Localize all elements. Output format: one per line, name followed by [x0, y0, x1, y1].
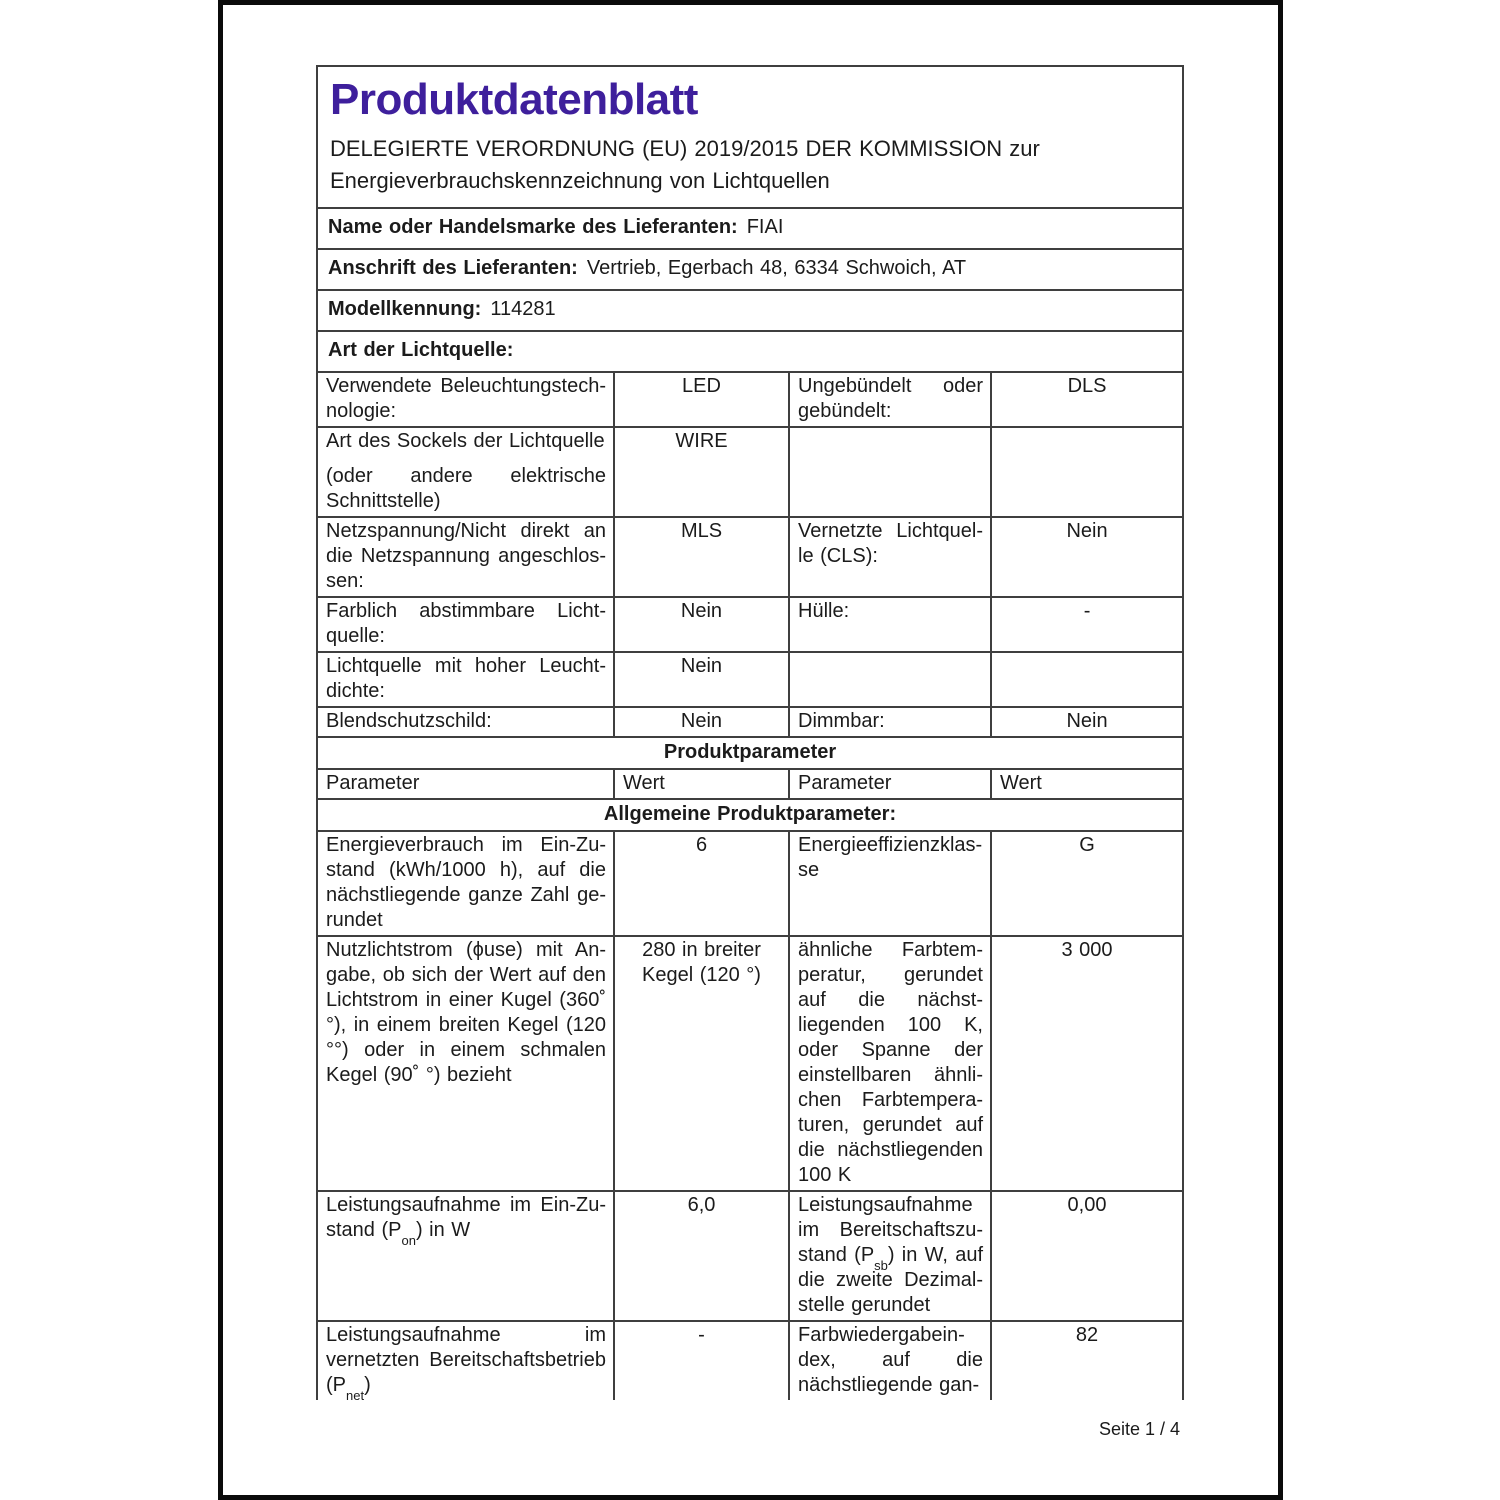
title-row	[317, 66, 1183, 208]
light-source-type-row	[317, 331, 1183, 372]
value-cell: -	[991, 597, 1183, 652]
label-cell: Blendschutzschild:	[317, 707, 614, 737]
label-cell: Hülle:	[789, 597, 991, 652]
label-cell	[789, 652, 991, 707]
label-cell: Netzspannung/Nicht direkt an die Netzspannung angeschlossen:	[317, 517, 614, 597]
page-title: Produktdatenblatt	[330, 75, 698, 124]
label-cell: Dimmbar:	[789, 707, 991, 737]
page-footer	[316, 1418, 1182, 1440]
label-cell: Leistungsaufnahme im vernetzten Bereitschaftsbetrieb $(P_{net})$	[317, 1321, 614, 1400]
document-page	[316, 65, 1182, 1440]
label-cell: Farblich abstimmbare Lichtquelle:	[317, 597, 614, 652]
column-header: Parameter	[317, 769, 614, 799]
supplier-name-value: FIAI	[746, 216, 784, 238]
supplier-name-row	[317, 208, 1183, 249]
value-cell: 6	[614, 831, 789, 936]
value-cell: G	[991, 831, 1183, 936]
value-cell: WIRE	[614, 427, 789, 517]
label-cell: Leistungsaufnahme im Bereitschaftszustand $(P_{sb})$ in W, auf die zweite Dezimalstelle gerundet	[789, 1191, 991, 1321]
table-row	[317, 1191, 1183, 1321]
label-cell: Vernetzte Lichtquelle (CLS):	[789, 517, 991, 597]
supplier-address-label: Anschrift des Lieferanten:	[328, 257, 578, 279]
table-row	[317, 517, 1183, 597]
label-cell: Verwendete Beleuchtungstechnologie:	[317, 372, 614, 427]
table-row	[317, 427, 1183, 517]
page-frame	[218, 0, 1283, 1500]
column-header: Parameter	[789, 769, 991, 799]
value-cell: 3 000	[991, 936, 1183, 1191]
value-cell: Nein	[614, 652, 789, 707]
light-source-type-cell	[317, 331, 1183, 372]
value-cell: Nein	[991, 517, 1183, 597]
model-id-value: 114281	[490, 298, 556, 320]
label-cell: Energieeffizienzklasse	[789, 831, 991, 936]
supplier-name-label: Name oder Handelsmarke des Lieferanten:	[328, 216, 738, 238]
label-paragraph: (oder andere elektrische Schnittstelle)	[326, 465, 606, 512]
supplier-address-cell	[317, 249, 1183, 290]
supplier-name-cell	[317, 208, 1183, 249]
value-cell: LED	[614, 372, 789, 427]
label-cell: Lichtquelle mit hoher Leuchtdichte:	[317, 652, 614, 707]
model-id-label: Modellkennung:	[328, 298, 482, 320]
page-number: Seite 1 / 4	[1098, 1419, 1180, 1439]
label-cell: Energieverbrauch im Ein-Zustand (kWh/1000 h), auf die nächstliegende ganze Zahl gerundet	[317, 831, 614, 936]
value-cell: 82	[991, 1321, 1183, 1400]
supplier-address-value: Vertrieb, Egerbach 48, 6334 Schwoich, AT	[586, 257, 967, 279]
label-cell	[317, 427, 614, 517]
table-row	[317, 707, 1183, 737]
light-source-type-label: Art der Lichtquelle:	[328, 339, 514, 361]
product-parameters-header-row	[317, 737, 1183, 769]
value-cell: Nein	[614, 707, 789, 737]
table-row	[317, 372, 1183, 427]
datasheet-table	[316, 65, 1184, 1403]
value-cell: DLS	[991, 372, 1183, 427]
table-row	[317, 652, 1183, 707]
label-cell: ähnliche Farbtemperatur, gerundet auf die nächstliegenden 100 K, oder Spanne der einstellbaren ähnlichen Farbtemperaturen, gerundet auf die nächstliegenden 100 K	[789, 936, 991, 1191]
label-cell	[789, 427, 991, 517]
value-cell	[991, 652, 1183, 707]
column-header: Wert	[991, 769, 1183, 799]
parameter-column-header-row	[317, 769, 1183, 799]
column-header: Wert	[614, 769, 789, 799]
model-id-cell	[317, 290, 1183, 331]
value-cell	[991, 427, 1183, 517]
table-row-page-break	[317, 1321, 1183, 1400]
table-row	[317, 831, 1183, 936]
label-cell: Farbwiedergabeindex, auf die nächstliegende gan-	[789, 1321, 991, 1400]
value-cell: Nein	[614, 597, 789, 652]
table-row	[317, 597, 1183, 652]
label-cell: Nutzlichtstrom (ϕuse) mit Angabe, ob sich der Wert auf den Lichtstrom in einer Kugel (360˚ °), in einem breiten Kegel (120 °°) oder in einem schmalen Kegel (90˚ °) bezieht	[317, 936, 614, 1191]
value-cell: 0,00	[991, 1191, 1183, 1321]
value-cell: MLS	[614, 517, 789, 597]
supplier-address-row	[317, 249, 1183, 290]
label-cell: Ungebündelt oder gebündelt:	[789, 372, 991, 427]
product-parameters-header: Produktparameter	[317, 737, 1183, 769]
general-parameters-header-row	[317, 799, 1183, 831]
regulation-subtitle: DELEGIERTE VERORDNUNG (EU) 2019/2015 DER KOMMISSION zur Energieverbrauchskennzeichnung von Lichtquellen	[330, 136, 1040, 193]
table-row	[317, 936, 1183, 1191]
label-cell: Leistungsaufnahme im Ein-Zustand $(P_{on})$ in W	[317, 1191, 614, 1321]
title-cell	[317, 66, 1183, 208]
value-cell: Nein	[991, 707, 1183, 737]
model-id-row	[317, 290, 1183, 331]
label-paragraph: Art des Sockels der Lichtquelle	[326, 430, 605, 452]
value-cell: -	[614, 1321, 789, 1400]
value-cell: 6,0	[614, 1191, 789, 1321]
general-parameters-header: Allgemeine Produktparameter:	[317, 799, 1183, 831]
value-cell: 280 in breiter Kegel (120 °)	[614, 936, 789, 1191]
